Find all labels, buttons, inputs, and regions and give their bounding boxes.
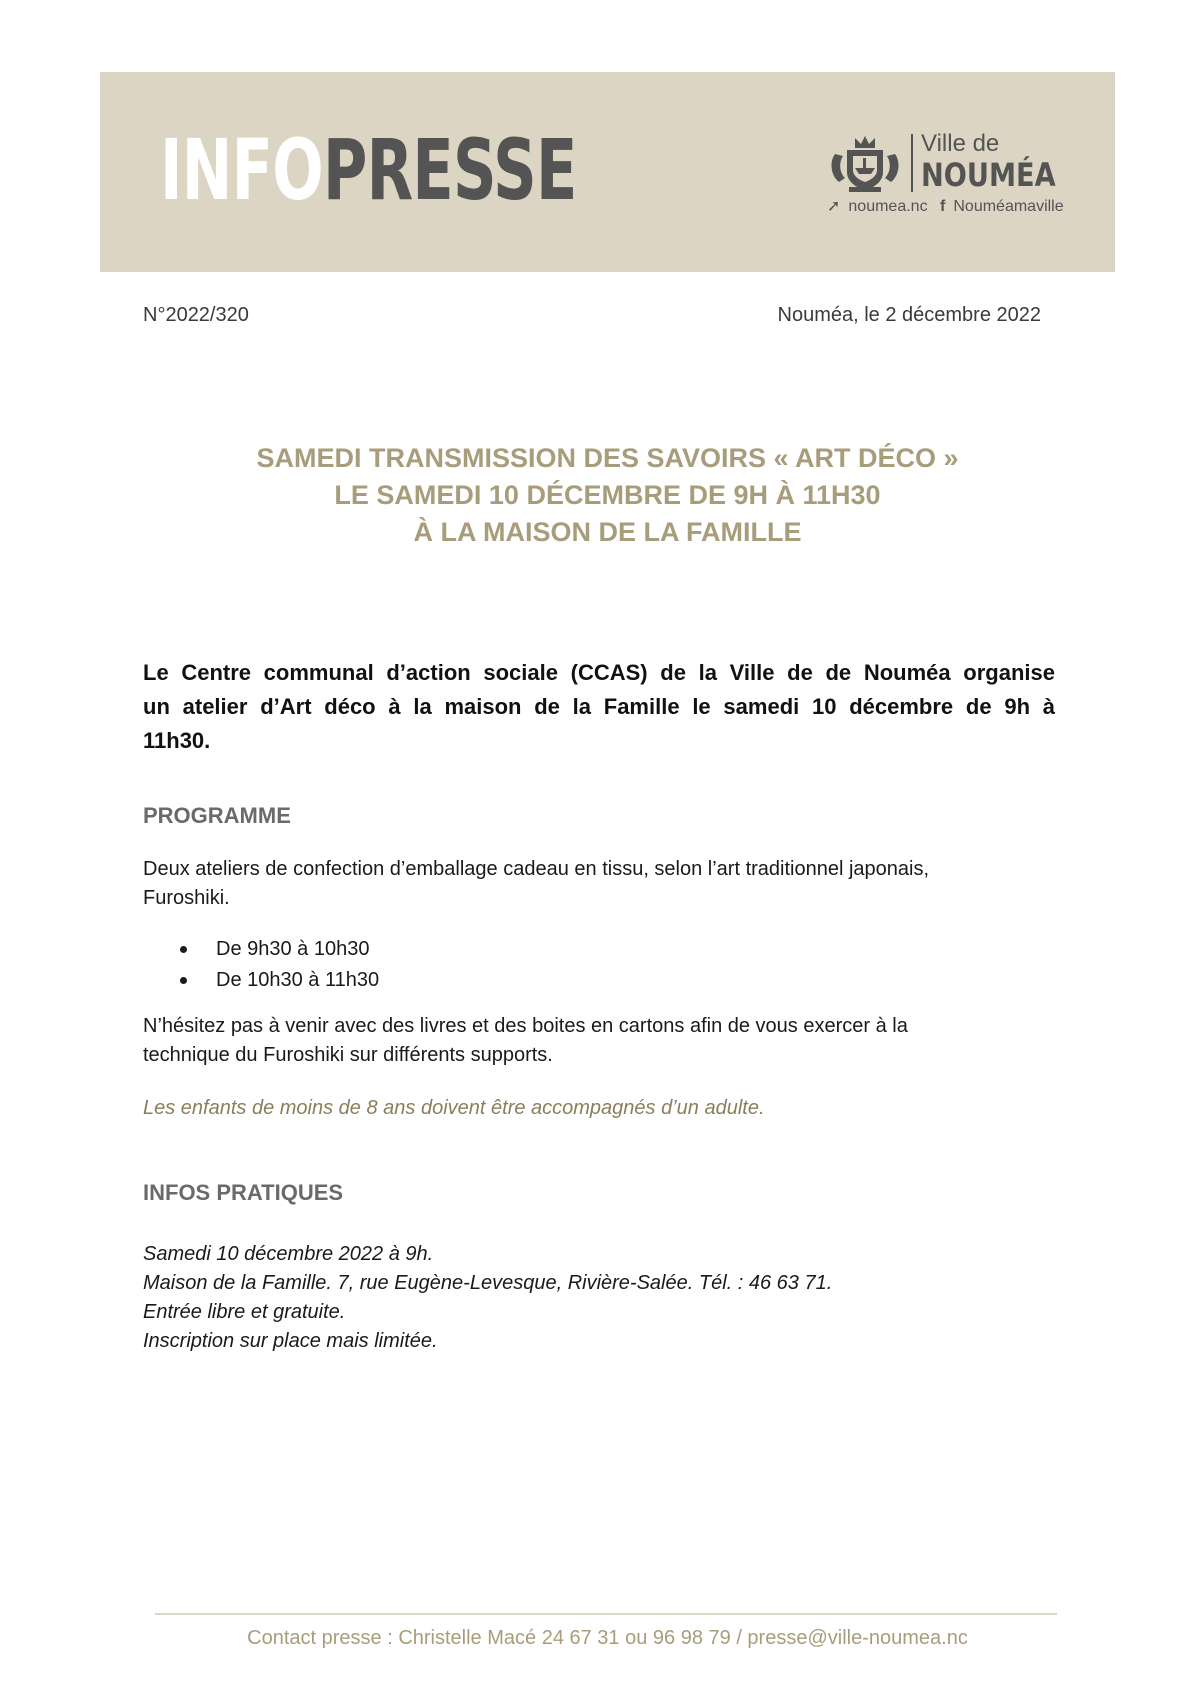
title-line: LE SAMEDI 10 DÉCEMBRE DE 9H À 11H30	[334, 480, 881, 510]
ville-de-noumea-logo	[825, 130, 1064, 220]
invite-line: technique du Furoshiki sur différents supports.	[143, 1044, 553, 1066]
press-date: Nouméa, le 2 décembre 2022	[777, 304, 1041, 326]
logo-ville-de: Ville de	[921, 130, 1000, 157]
infos-heading: INFOS PRATIQUES	[143, 1180, 344, 1205]
brand-presse: PRESSE	[322, 121, 577, 219]
info-line: Maison de la Famille. 7, rue Eugène-Levesque, Rivière-Salée. Tél. : 46 63 71.	[143, 1272, 833, 1294]
info-line: Samedi 10 décembre 2022 à 9h.	[143, 1243, 434, 1265]
city-crest-icon	[825, 132, 905, 194]
programme-heading: PROGRAMME	[143, 803, 291, 828]
slot-text: De 9h30 à 10h30	[216, 938, 370, 960]
programme-invite	[143, 1012, 1063, 1070]
bullet-icon	[180, 977, 187, 984]
programme-intro	[143, 855, 1063, 913]
press-reference: N°2022/320	[143, 304, 249, 326]
infopresse-title	[160, 121, 577, 219]
lead-line: Le Centre communal d’action sociale (CCAS) de la Ville de de Nouméa organise	[143, 660, 1055, 685]
header-banner	[100, 72, 1115, 272]
lead-line: 11h30.	[143, 728, 211, 753]
schedule-list	[178, 934, 379, 996]
age-note: Les enfants de moins de 8 ans doivent être accompagnés d’un adulte.	[143, 1097, 765, 1119]
intro-line: Furoshiki.	[143, 887, 230, 909]
list-item	[178, 934, 379, 965]
logo-links	[827, 196, 1072, 216]
infos-pratiques	[143, 1240, 832, 1356]
website-text: noumea.nc	[848, 198, 928, 215]
logo-noumea: NOUMÉA	[921, 156, 1056, 194]
bullet-icon	[180, 946, 187, 953]
arrow-icon: ➚	[827, 198, 841, 215]
facebook-text: Nouméamaville	[953, 198, 1064, 215]
lead-line: un atelier d’Art déco à la maison de la Famille le samedi 10 décembre de 9h à	[143, 694, 1055, 719]
brand-info: INFO	[160, 121, 323, 219]
list-item	[178, 965, 379, 996]
page-title	[100, 440, 1115, 551]
title-line: À LA MAISON DE LA FAMILLE	[413, 517, 802, 547]
footer-divider	[155, 1613, 1057, 1615]
facebook-icon: f	[940, 198, 946, 215]
slot-text: De 10h30 à 11h30	[216, 969, 380, 991]
logo-separator	[911, 134, 913, 192]
info-line: Entrée libre et gratuite.	[143, 1301, 346, 1323]
intro-line: Deux ateliers de confection d’emballage cadeau en tissu, selon l’art traditionnel japonais,	[143, 858, 930, 880]
lead-paragraph	[143, 656, 1055, 758]
info-line: Inscription sur place mais limitée.	[143, 1330, 438, 1352]
press-contact: Contact presse : Christelle Macé 24 67 31 ou 96 98 79 / presse@ville-noumea.nc	[247, 1627, 968, 1649]
title-line: SAMEDI TRANSMISSION DES SAVOIRS « ART DÉCO »	[256, 443, 959, 473]
invite-line: N’hésitez pas à venir avec des livres et des boites en cartons afin de vous exercer à la	[143, 1015, 908, 1037]
